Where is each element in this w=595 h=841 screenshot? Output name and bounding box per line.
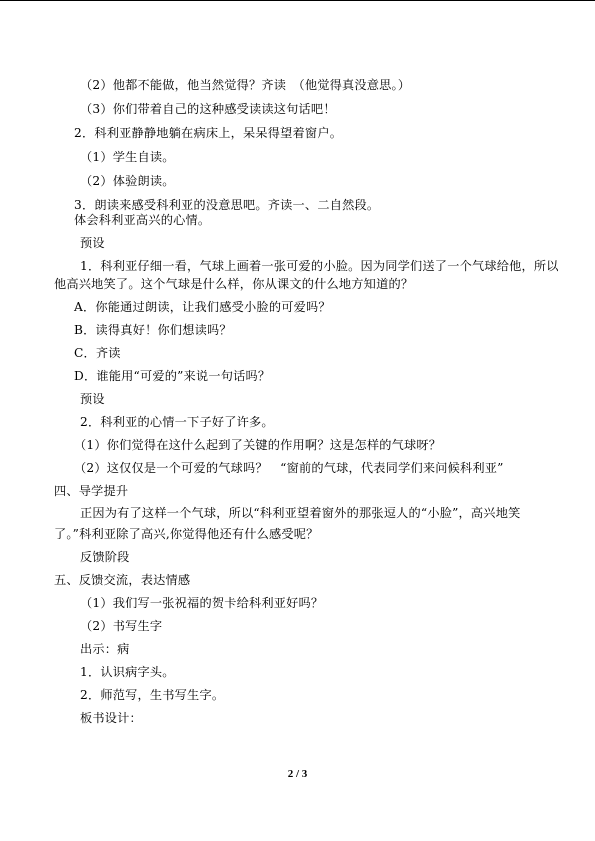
- text-line-13: C．齐读: [74, 346, 121, 360]
- text-line-3: 2．科利亚静静地躺在病床上，呆呆得望着窗户。: [74, 126, 343, 140]
- text-line-29: 板书设计：: [80, 711, 142, 725]
- text-line-26: 出示：病: [80, 642, 130, 656]
- section-heading-4: 四、导学提升: [54, 484, 129, 498]
- top-border-line: [0, 0, 595, 1]
- text-line-25: （2）书写生字: [80, 619, 163, 633]
- text-line-7: 体会科利亚高兴的心情。: [74, 213, 211, 227]
- text-line-28: 2．师范写，生书写生字。: [80, 688, 225, 702]
- text-line-27: 1．认识病字头。: [80, 665, 175, 679]
- text-line-18: （2）这仅仅是一个可爱的气球吗？ “窗前的气球，代表同学们来问候科利亚”: [74, 461, 504, 475]
- text-line-11: A．你能通过朗读，让我们感受小脸的可爱吗？: [74, 300, 331, 314]
- text-line-14: D．谁能用“可爱的”来说一句话吗？: [74, 369, 271, 383]
- text-line-12: B．读得真好！你们想读吗？: [74, 323, 232, 337]
- text-line-24: （1）我们写一张祝福的贺卡给科利亚好吗？: [80, 596, 324, 610]
- text-line-20: 正因为有了这样一个气球，所以“科利亚望着窗外的那张逗人的“小脸”，高兴地笑: [80, 506, 521, 520]
- text-line-4: （1）学生自读。: [80, 150, 175, 164]
- text-line-10: 他高兴地笑了。这个气球是什么样，你从课文的什么地方知道的？: [54, 277, 414, 291]
- text-line-15: 预设: [80, 392, 105, 406]
- text-line-17: （1）你们觉得在这什么起到了关键的作用啊？这是怎样的气球呀？: [74, 438, 442, 452]
- text-line-22: 反馈阶段: [80, 550, 130, 564]
- page-number: 2 / 3: [287, 768, 308, 780]
- text-line-2: （3）你们带着自己的这种感受读读这句话吧！: [80, 102, 336, 116]
- text-line-1: （2）他都不能做，他当然觉得？齐读 （他觉得真没意思。）: [80, 78, 411, 92]
- text-line-16: 2．科利亚的心情一下子好了许多。: [80, 415, 274, 429]
- text-line-8: 预设: [80, 236, 105, 250]
- text-line-5: （2）体验朗读。: [80, 174, 175, 188]
- section-heading-5: 五、反馈交流，表达情感: [54, 573, 191, 587]
- text-line-6: 3．朗读来感受科利亚的没意思吧。齐读一、二自然段。: [74, 198, 380, 212]
- text-line-9: 1．科利亚仔细一看，气球上画着一张可爱的小脸。因为同学们送了一个气球给他，所以: [80, 259, 559, 273]
- text-line-21: 了。”科利亚除了高兴,你觉得他还有什么感受呢？: [54, 527, 319, 541]
